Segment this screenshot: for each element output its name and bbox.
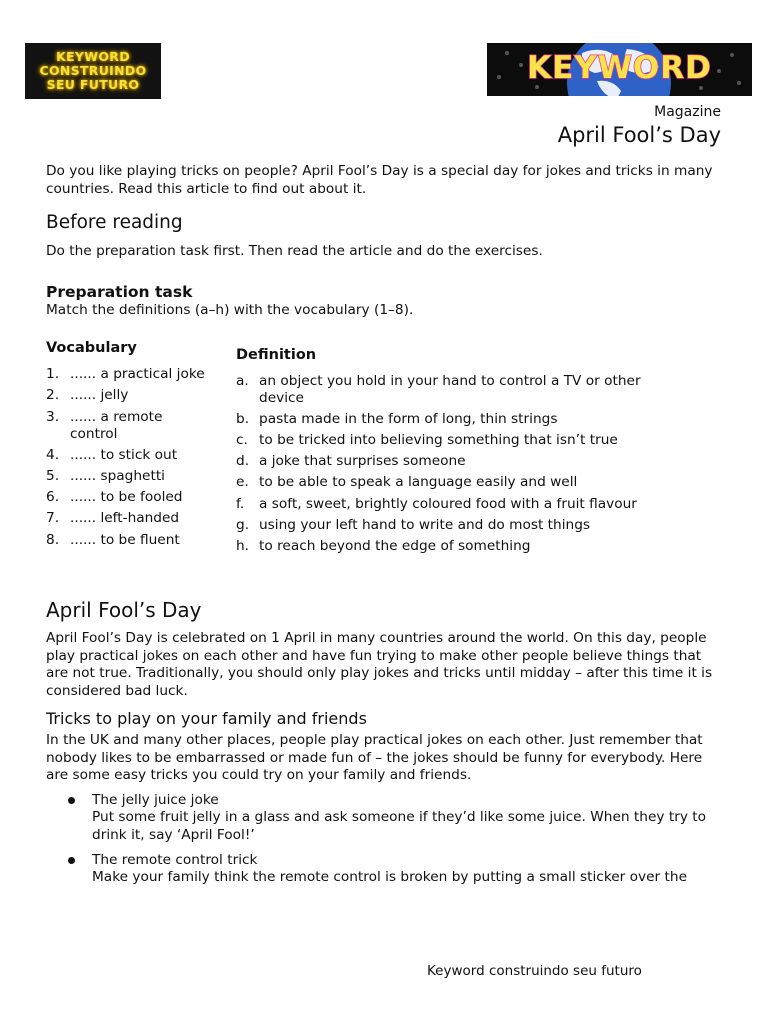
before-reading-text: Do the preparation task first. Then read the article and do the exercises.: [46, 243, 543, 259]
def-text: to reach beyond the edge of something: [259, 538, 531, 554]
logo-line-1: KEYWORD: [56, 49, 130, 64]
tricks-paragraph: In the UK and many other places, people play practical jokes on each other. Just remember that nobody likes to be embarrassed or made fun of – the jokes should be funny for everybody. Here are some easy tricks you could try on your family and friends.: [46, 732, 703, 783]
def-letter: a.: [236, 373, 249, 389]
vocab-num: 6.: [46, 489, 60, 505]
article-heading: April Fool’s Day: [46, 598, 202, 622]
def-text: a soft, sweet, brightly coloured food with a fruit flavour: [259, 496, 637, 512]
def-letter: d.: [236, 453, 250, 469]
definition-heading: Definition: [236, 347, 317, 363]
def-text: using your left hand to write and do most things: [259, 517, 591, 533]
def-text: pasta made in the form of long, thin strings: [259, 411, 558, 427]
page-title: April Fool’s Day: [557, 123, 721, 147]
logo-line-3: SEU FUTURO: [46, 77, 140, 92]
vocab-num: 1.: [46, 366, 60, 382]
vocab-text: ...... to be fooled: [70, 489, 183, 505]
tricks-subheading: Tricks to play on your family and friends: [46, 709, 367, 728]
def-text: to be tricked into believing something that isn’t true: [259, 432, 618, 448]
vocab-text: ...... to be fluent: [70, 532, 180, 548]
bullet-icon: [68, 797, 75, 804]
bullet-icon: [68, 857, 75, 864]
def-letter: h.: [236, 538, 250, 554]
preparation-text: Match the definitions (a–h) with the vocabulary (1–8).: [46, 302, 414, 318]
vocab-num: 5.: [46, 468, 60, 484]
before-reading-heading: Before reading: [46, 212, 183, 233]
trick-text: Put some fruit jelly in a glass and ask someone if they’d like some juice. When they try to drink it, say ‘April Fool!’: [92, 809, 707, 843]
def-text: an object you hold in your hand to control a TV or other device: [259, 373, 641, 406]
def-text: to be able to speak a language easily and well: [259, 474, 578, 490]
vocab-num: 8.: [46, 532, 60, 548]
def-letter: e.: [236, 474, 249, 490]
def-letter: g.: [236, 517, 250, 533]
preparation-heading: Preparation task: [46, 283, 193, 301]
def-letter: f.: [236, 496, 245, 512]
vocab-text: ...... spaghetti: [70, 468, 165, 484]
vocab-text: ...... a remote control: [70, 409, 163, 442]
logo-word: KEYWORD: [527, 50, 712, 86]
vocabulary-heading: Vocabulary: [46, 340, 137, 356]
keyword-logo-banner: [487, 43, 752, 96]
footer-text: Keyword construindo seu futuro: [427, 963, 642, 979]
vocab-text: ...... jelly: [70, 387, 129, 403]
vocab-num: 4.: [46, 447, 60, 463]
keyword-logo-small: [25, 43, 161, 99]
magazine-label: Magazine: [654, 104, 721, 120]
logo-line-2: CONSTRUINDO: [39, 63, 147, 78]
def-letter: b.: [236, 411, 250, 427]
vocab-text: ...... a practical joke: [70, 366, 205, 382]
vocab-num: 2.: [46, 387, 60, 403]
vocab-text: ...... to stick out: [70, 447, 178, 463]
def-text: a joke that surprises someone: [259, 453, 466, 469]
trick-title: The jelly juice joke: [92, 792, 219, 808]
trick-title: The remote control trick: [92, 852, 258, 868]
vocab-num: 7.: [46, 510, 60, 526]
vocab-text: ...... left-handed: [70, 510, 180, 526]
trick-text: Make your family think the remote control is broken by putting a small sticker over the: [92, 869, 687, 885]
intro-paragraph: Do you like playing tricks on people? April Fool’s Day is a special day for jokes and tricks in many countries. Read this article to find out about it.: [46, 163, 713, 197]
vocab-num: 3.: [46, 409, 60, 425]
def-letter: c.: [236, 432, 248, 448]
article-paragraph: April Fool’s Day is celebrated on 1 April in many countries around the world. On this day, people play practical jokes on each other and have fun trying to make other people believe things that are not true. Traditionally, you should only play jokes and tricks until midday – after this time it is considered bad luck.: [46, 630, 713, 699]
